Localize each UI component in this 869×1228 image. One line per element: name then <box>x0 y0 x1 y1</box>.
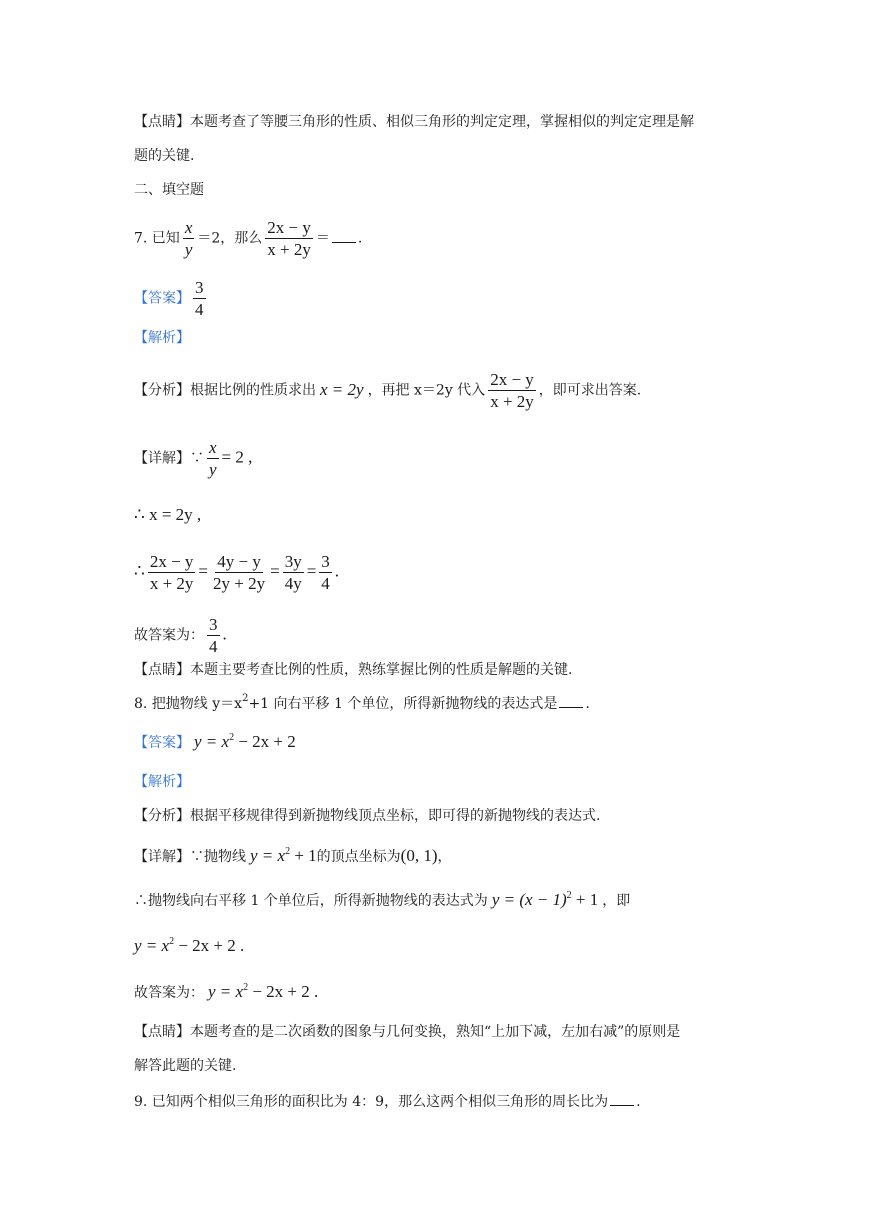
analysis-label-8: 【解析】 <box>134 774 190 790</box>
fraction-1: $\frac{2x - y}{x + 2y}$ <box>149 552 194 593</box>
fraction-expression: $\frac{2x - y}{x + 2y}$ <box>267 218 311 259</box>
answer-8: 【答案】 $y = x^2 - 2x + 2$ <box>134 732 296 751</box>
fraction-2: $\frac{4y - y}{2y + 2y}$ <box>213 552 266 593</box>
conclusion-8-line-1: 【点睛】本题考查的是二次函数的图象与几何变换，熟知“上加下减，左加右减”的原则是 <box>134 1024 681 1040</box>
fraction-x-over-y: $\frac{x}{y}$ <box>184 218 193 259</box>
fraction-expression: $\frac{2x - y}{x + 2y}$ <box>490 370 534 411</box>
answer-blank <box>332 230 356 243</box>
note-line-2: 题的关键. <box>134 148 195 164</box>
final-fraction: $\frac{3}{4}$ <box>209 615 218 656</box>
final-answer-7: 故答案为： $\frac{3}{4}$ . <box>134 615 227 656</box>
detail-7: 【详解】∵ $\frac{x}{y}$ = 2 , <box>134 438 253 479</box>
answer-blank <box>559 695 583 708</box>
answer-fraction: $\frac{3}{4}$ <box>195 278 204 319</box>
answer-blank <box>610 1093 634 1106</box>
question-9: 9. 已知两个相似三角形的面积比为 4：9，那么这两个相似三角形的周长比为 . <box>134 1094 641 1110</box>
analysis-8: 【分析】根据平移规律得到新抛物线顶点坐标，即可得的新抛物线的表达式. <box>134 808 601 824</box>
fraction-4: $\frac{3}{4}$ <box>321 552 330 593</box>
fraction-x-over-y: $\frac{x}{y}$ <box>209 438 217 479</box>
analysis-label-7: 【解析】 <box>134 330 190 346</box>
analysis-7: 【分析】根据比例的性质求出 x = 2y ，再把 x＝2y 代入 $\frac{2x - y}{x + 2y}$ ，即可求出答案. <box>134 370 642 411</box>
answer-7: 【答案】 $\frac{3}{4}$ <box>134 278 204 319</box>
question-7: 7. 已知 $\frac{x}{y}$ ＝2，那么 $\frac{2x - y}{x + 2y}$ ＝ . <box>134 218 363 259</box>
question-8: 8. 把抛物线 $y=x^2+1$ 向右平移 1 个单位，所得新抛物线的表达式是 . <box>134 693 590 712</box>
step-3-7: ∴ $\frac{2x - y}{x + 2y}$ = $\frac{4y - y}{2y + 2y}$ = $\frac{3y}{4y}$ = $\frac{3}{4}$ . <box>134 552 340 593</box>
section-title: 二、填空题 <box>134 182 204 198</box>
step-2-7: ∴ x = 2y , <box>134 505 202 524</box>
conclusion-7: 【点睛】本题主要考查比例的性质，熟练掌握比例的性质是解题的关键. <box>134 662 573 678</box>
final-answer-8: 故答案为： $y = x^2 - 2x + 2$ . <box>134 982 319 1001</box>
detail-8: 【详解】∵抛物线 $y = x^2 + 1$的顶点坐标为(0, 1)， <box>134 846 452 865</box>
step-2-8: ∴抛物线向右平移 1 个单位后，所得新抛物线的表达式为 $y = (x - 1)^2 + 1$ ，即 <box>134 890 631 909</box>
step-3-8: $y = x^2 - 2x + 2$ . <box>134 936 245 955</box>
conclusion-8-line-2: 解答此题的关键. <box>134 1058 237 1074</box>
note-line-1: 【点睛】本题考查了等腰三角形的性质、相似三角形的判定定理，掌握相似的判定定理是解 <box>134 114 694 130</box>
fraction-3: $\frac{3y}{4y}$ <box>284 552 302 593</box>
